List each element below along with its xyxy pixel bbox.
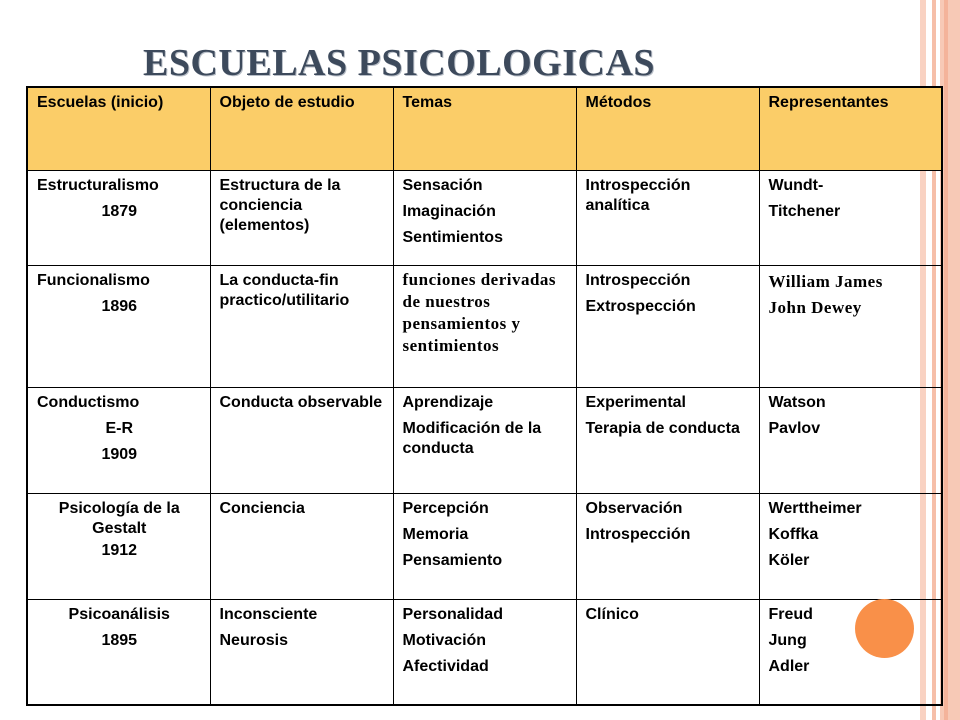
topic-item: Aprendizaje <box>402 393 494 411</box>
decorative-stripe <box>944 0 948 720</box>
representative-item: Watson <box>768 393 826 411</box>
method-item: Clínico <box>585 605 639 623</box>
topic-item: Motivación <box>402 631 487 649</box>
representative-item: Titchener <box>768 202 841 220</box>
object-cell <box>210 387 393 493</box>
table-header-row <box>27 87 942 170</box>
column-header: Representantes <box>759 87 942 170</box>
object-text: Inconsciente <box>219 605 318 623</box>
object-cell <box>210 265 393 387</box>
methods-cell <box>576 265 759 387</box>
topic-item: funciones derivadas de nuestros pensamientos y sentimientos <box>402 269 557 355</box>
representative-item: Werttheimer <box>768 499 862 517</box>
methods-cell <box>576 599 759 705</box>
object-cell <box>210 599 393 705</box>
table-row <box>27 599 942 705</box>
methods-cell <box>576 493 759 599</box>
representatives-cell <box>759 599 942 705</box>
object-text: Neurosis <box>219 631 288 649</box>
method-item: Extrospección <box>585 297 696 315</box>
table-row <box>27 170 942 265</box>
page-title: ESCUELAS PSICOLOGICAS <box>143 42 656 84</box>
school-name: Funcionalismo <box>37 271 150 289</box>
topic-item: Sensación <box>402 176 483 194</box>
topics-cell <box>393 387 576 493</box>
representative-item: William James <box>768 271 883 291</box>
topic-item: Sentimientos <box>402 228 503 246</box>
topics-cell <box>393 493 576 599</box>
school-name: Psicología de la Gestalt <box>58 499 180 537</box>
method-item: Introspección <box>585 525 691 543</box>
school-name: Estructuralismo <box>37 176 159 194</box>
topic-item: Pensamiento <box>402 551 503 569</box>
topic-item: Imaginación <box>402 202 496 220</box>
object-cell <box>210 170 393 265</box>
object-text: Conducta observable <box>219 393 383 411</box>
topics-cell <box>393 599 576 705</box>
object-text: Estructura de la conciencia (elementos) <box>219 176 341 234</box>
table-row <box>27 387 942 493</box>
object-cell <box>210 493 393 599</box>
school-year: 1896 <box>101 297 138 315</box>
representative-item: Köler <box>768 551 810 569</box>
representative-item: John Dewey <box>768 297 862 317</box>
topic-item: Percepción <box>402 499 489 517</box>
column-header: Métodos <box>576 87 759 170</box>
topics-cell <box>393 170 576 265</box>
method-item: Introspección <box>585 271 691 289</box>
topics-cell <box>393 265 576 387</box>
representative-item: Koffka <box>768 525 819 543</box>
object-text: Conciencia <box>219 499 305 517</box>
method-item: Introspección analítica <box>585 176 691 214</box>
method-item: Experimental <box>585 393 686 411</box>
methods-cell <box>576 387 759 493</box>
representative-item: Jung <box>768 631 807 649</box>
representatives-cell <box>759 265 942 387</box>
schools-table <box>26 86 943 706</box>
school-year: 1895 <box>101 631 138 649</box>
school-year: 1912 <box>101 541 138 559</box>
table-row <box>27 265 942 387</box>
school-subtitle: E-R <box>105 419 134 437</box>
topic-item: Modificación de la conducta <box>402 419 542 457</box>
school-cell <box>27 170 210 265</box>
methods-cell <box>576 170 759 265</box>
school-cell <box>27 387 210 493</box>
school-cell <box>27 493 210 599</box>
school-name: Psicoanálisis <box>68 605 170 623</box>
topic-item: Afectividad <box>402 657 489 675</box>
representative-item: Wundt- <box>768 176 824 194</box>
topic-item: Personalidad <box>402 605 503 623</box>
decorative-orange-circle <box>855 599 914 658</box>
school-year: 1879 <box>101 202 138 220</box>
representatives-cell <box>759 493 942 599</box>
representative-item: Freud <box>768 605 813 623</box>
representatives-cell <box>759 387 942 493</box>
representatives-cell <box>759 170 942 265</box>
column-header: Objeto de estudio <box>210 87 393 170</box>
school-cell <box>27 265 210 387</box>
method-item: Observación <box>585 499 683 517</box>
school-name: Conductismo <box>37 393 140 411</box>
object-text: La conducta-fin practico/utilitario <box>219 271 350 309</box>
topic-item: Memoria <box>402 525 469 543</box>
decorative-stripe <box>940 0 960 720</box>
table-row <box>27 493 942 599</box>
school-year: 1909 <box>101 445 138 463</box>
school-cell <box>27 599 210 705</box>
column-header: Temas <box>393 87 576 170</box>
method-item: Terapia de conducta <box>585 419 740 437</box>
representative-item: Pavlov <box>768 419 821 437</box>
representative-item: Adler <box>768 657 810 675</box>
column-header: Escuelas (inicio) <box>27 87 210 170</box>
